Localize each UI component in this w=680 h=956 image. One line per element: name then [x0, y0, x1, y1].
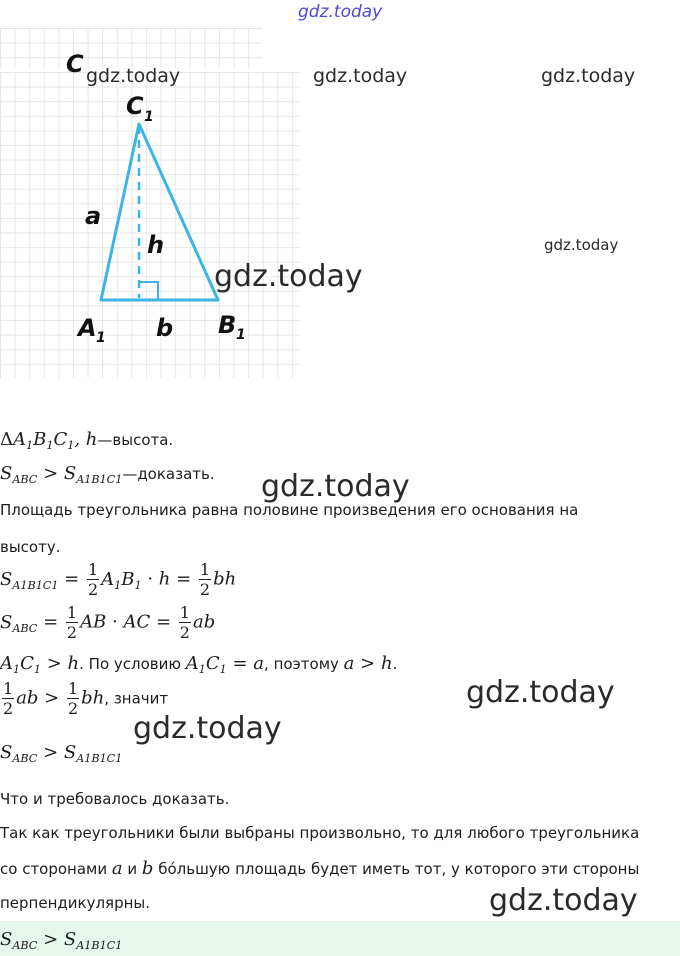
height-label-h: h — [147, 231, 165, 259]
watermark: gdz.today — [541, 65, 636, 87]
watermark: gdz.today — [466, 675, 615, 710]
right-angle-mark — [139, 282, 158, 300]
area-rule-line-1: Площадь треугольника равна половине произведения его основания на — [0, 501, 579, 519]
qed-line: Что и требовалось доказать. — [0, 790, 230, 808]
conclusion-part-a: со сторонами — [0, 860, 112, 878]
watermark: gdz.today — [261, 469, 410, 504]
conclusion-line-1: Так как треугольники были выбраны произвольно, то для любого треугольника — [0, 824, 640, 842]
answer-box — [0, 921, 680, 956]
side-label-b: b — [156, 314, 174, 342]
watermark-top: gdz.today — [298, 2, 383, 22]
vertex-label-b1-subscript: 1 — [236, 327, 246, 343]
vertex-label-a1: A — [78, 314, 97, 342]
result-line: $S_{ABC} > S_{A1B1C1}$ — [0, 742, 123, 765]
conclusion-line-3: перпендикулярны. — [0, 894, 151, 912]
side-label-a: a — [85, 202, 102, 230]
vertex-label-c1: C — [126, 92, 144, 120]
condition-mid2: , поэтому — [264, 655, 344, 673]
condition-mid1: . По условию — [79, 655, 186, 673]
watermark: gdz.today — [214, 259, 363, 294]
formula-area-abc: $S_{ABC}$ = $\frac{1}{2}$ AB · AC = $\frac{1}{2}$ ab — [0, 603, 216, 642]
triangle-diagram — [0, 50, 300, 370]
answer-formula: $S_{ABC} > S_{A1B1C1}$ — [0, 929, 123, 952]
watermark: gdz.today — [489, 883, 638, 918]
watermark: gdz.today — [313, 65, 408, 87]
vertex-label-b1: B — [218, 311, 237, 339]
conclusion-line-2: со сторонами a и b бóльшую площадь будет иметь тот, у которого эти стороны — [0, 858, 640, 879]
formula-area-a1b1c1: $S_{A1B1C1}$ = $\frac{1}{2}$ $A_1B_1 \cdot h$ = $\frac{1}{2}$ bh — [0, 560, 237, 599]
vertex-label-a1-subscript: 1 — [96, 330, 106, 346]
therefore-suffix: , значит — [104, 689, 169, 708]
watermark: gdz.today — [544, 236, 619, 254]
watermark: gdz.today — [133, 711, 282, 746]
prove-line: $S_{ABC}$ > $S_{A1B1C1}—доказать$. — [0, 463, 215, 486]
conclusion-part-b: и — [122, 860, 142, 878]
prove-suffix: —доказать. — [122, 465, 215, 483]
vertex-fragment-label: C — [66, 50, 84, 78]
vertex-label-c1-subscript: 1 — [144, 109, 154, 125]
area-rule-line-2: высоту. — [0, 538, 61, 556]
given-line: $\Delta A_1B_1C_1$, h—высота. — [0, 429, 174, 452]
inequality-line: $\frac{1}{2}$ ab > $\frac{1}{2}$ bh, значит — [3, 679, 169, 718]
given-suffix: —высота. — [97, 431, 174, 449]
condition-line: $A_1C_1 > h$. По условию $A_1C_1 = a$, поэтому a > h. — [0, 653, 398, 676]
condition-end: . — [392, 655, 398, 673]
conclusion-part-c: бóльшую площадь будет иметь тот, у которого эти стороны — [153, 860, 640, 878]
triangle-shape — [101, 124, 218, 300]
watermark: gdz.today — [86, 65, 181, 87]
